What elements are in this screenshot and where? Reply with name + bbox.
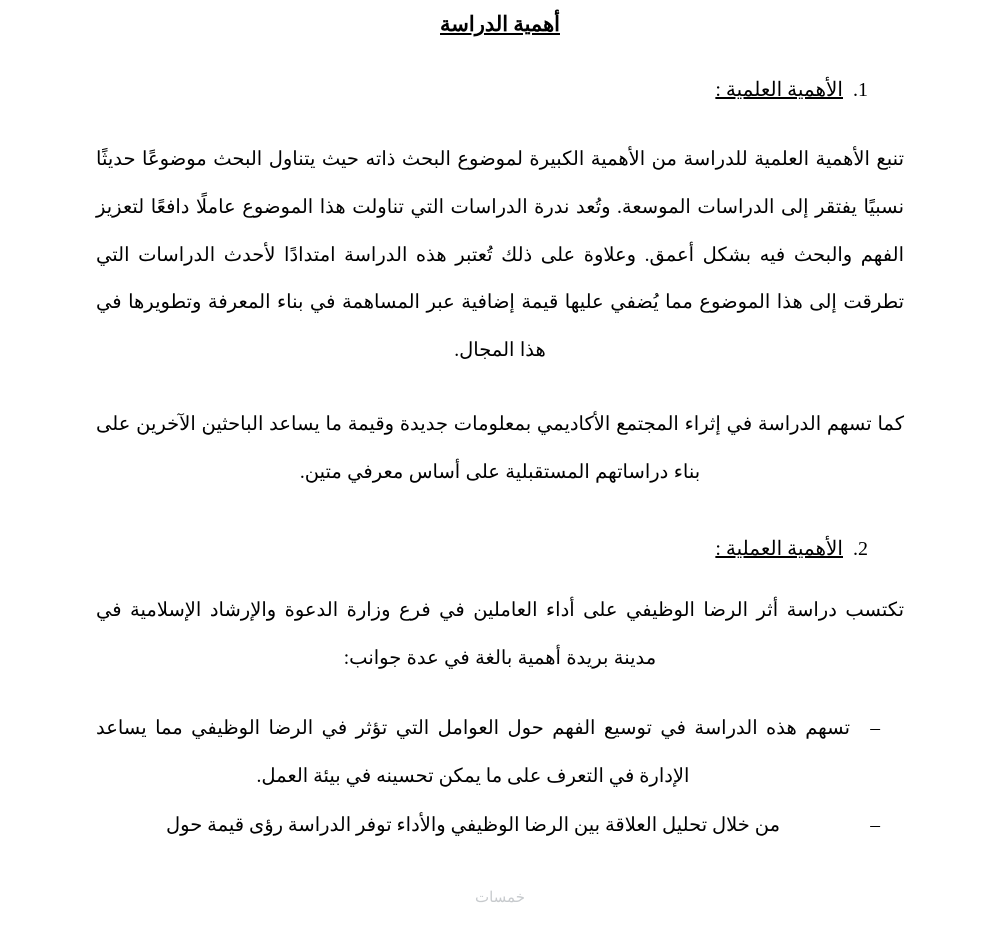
section-heading-1: [96, 77, 904, 102]
section-number-2: 2.: [853, 538, 868, 561]
page-title: أهمية الدراسة: [440, 12, 560, 36]
section-heading-2: [96, 536, 904, 561]
paragraph-1-1: تنبع الأهمية العلمية للدراسة من الأهمية الكبيرة لموضوع البحث ذاته حيث يتناول البحث موضوعًا حديثًا نسبيًا يفتقر إلى الدراسات الموسعة. وتُعد ندرة الدراسات التي تناولت هذا الموضوع عاملًا دافعًا لتعزيز الفهم والبحث فيه بشكل أعمق. وعلاوة على ذلك تُعتبر هذه الدراسة امتدادًا لأحدث الدراسات التي تطرقت إلى هذا الموضوع مما يُضفي عليها قيمة إضافية عبر المساهمة في بناء المعرفة وتطويرها في هذا المجال.: [96, 149, 904, 362]
watermark: خمسات: [474, 890, 526, 906]
section-number-1: 1.: [853, 79, 868, 101]
paragraph-2-1: تكتسب دراسة أثر الرضا الوظيفي على أداء العاملين في فرع وزارة الدعوة والإرشاد الإسلامية في مدينة بريدة أهمية بالغة في عدة جوانب:: [96, 600, 904, 670]
paragraph-1-2: كما تسهم الدراسة في إثراء المجتمع الأكاديمي بمعلومات جديدة وقيمة ما يساعد الباحثين الآخرين على بناء دراساتهم المستقبلية على أساس معرفي متين.: [96, 413, 904, 483]
practical-importance-list: [96, 705, 904, 850]
section-heading-label-2: الأهمية العملية :: [715, 538, 843, 561]
list-item: – من خلال تحليل العلاقة بين الرضا الوظيفي والأداء توفر الدراسة رؤى قيمة حول: [96, 802, 880, 850]
list-item: – تسهم هذه الدراسة في توسيع الفهم حول العوامل التي تؤثر في الرضا الوظيفي مما يساعد الإدارة في التعرف على ما يمكن تحسينه في بيئة العمل.: [96, 705, 880, 801]
section-heading-label-1: الأهمية العلمية :: [715, 79, 843, 101]
